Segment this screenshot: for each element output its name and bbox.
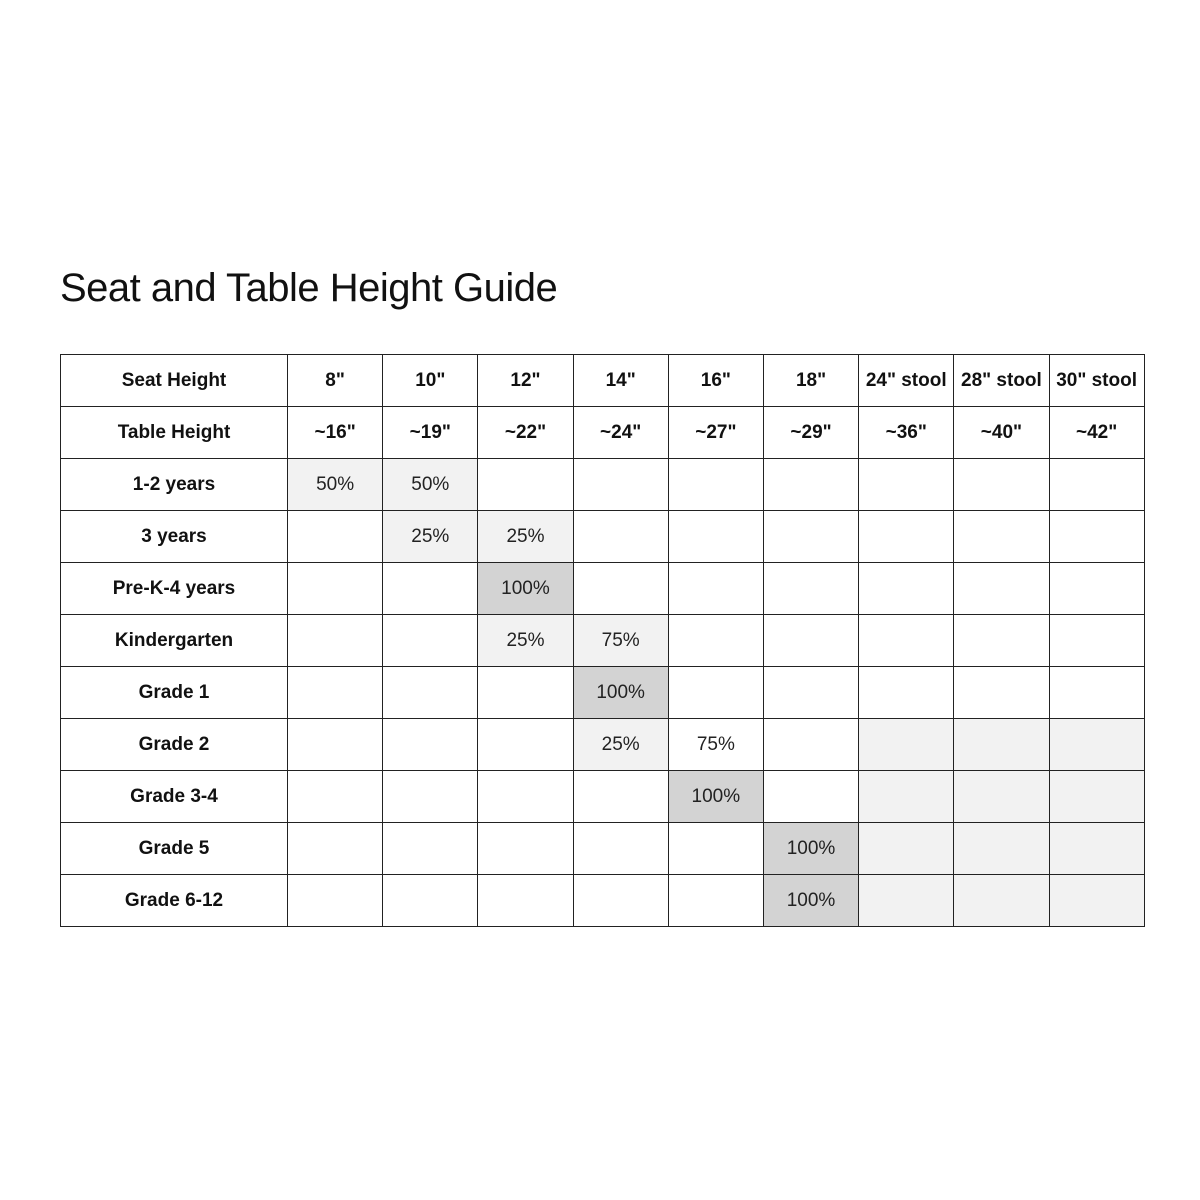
percentage-cell: 75%: [668, 719, 763, 771]
percentage-cell: [573, 823, 668, 875]
percentage-cell: [859, 719, 954, 771]
percentage-cell: [763, 667, 858, 719]
percentage-cell: [1049, 667, 1144, 719]
percentage-cell: [954, 823, 1049, 875]
percentage-cell: [859, 875, 954, 927]
percentage-cell: [383, 771, 478, 823]
percentage-cell: [573, 511, 668, 563]
percentage-cell: [763, 563, 858, 615]
percentage-cell: [288, 875, 383, 927]
percentage-cell: [763, 511, 858, 563]
seat-height-row: [61, 355, 1145, 407]
percentage-cell: 25%: [573, 719, 668, 771]
percentage-cell: [1049, 615, 1144, 667]
age-group-label: 1-2 years: [61, 459, 288, 511]
table-row: [61, 563, 1145, 615]
percentage-cell: [954, 875, 1049, 927]
percentage-cell: [763, 771, 858, 823]
seat-height-cell: 30" stool: [1049, 355, 1144, 407]
table-height-cell: ~24": [573, 407, 668, 459]
seat-height-cell: 16": [668, 355, 763, 407]
percentage-cell: [668, 875, 763, 927]
age-group-label: 3 years: [61, 511, 288, 563]
row-header-label: Seat Height: [61, 355, 288, 407]
seat-height-cell: 10": [383, 355, 478, 407]
percentage-cell: [859, 511, 954, 563]
percentage-cell: 100%: [763, 823, 858, 875]
percentage-cell: [859, 823, 954, 875]
percentage-cell: [1049, 875, 1144, 927]
percentage-cell: 25%: [383, 511, 478, 563]
percentage-cell: [383, 615, 478, 667]
table-row: [61, 511, 1145, 563]
percentage-cell: [668, 823, 763, 875]
table-row: [61, 875, 1145, 927]
age-group-label: Kindergarten: [61, 615, 288, 667]
table-height-cell: ~16": [288, 407, 383, 459]
percentage-cell: 25%: [478, 615, 573, 667]
age-group-label: Grade 2: [61, 719, 288, 771]
percentage-cell: [288, 771, 383, 823]
percentage-cell: [478, 667, 573, 719]
table-height-cell: ~29": [763, 407, 858, 459]
table-row: [61, 667, 1145, 719]
percentage-cell: [573, 459, 668, 511]
percentage-cell: 100%: [573, 667, 668, 719]
percentage-cell: [383, 875, 478, 927]
percentage-cell: [1049, 511, 1144, 563]
percentage-cell: [954, 615, 1049, 667]
percentage-cell: 50%: [383, 459, 478, 511]
table-row: [61, 459, 1145, 511]
seat-height-cell: 18": [763, 355, 858, 407]
percentage-cell: [859, 563, 954, 615]
table-row: [61, 771, 1145, 823]
percentage-cell: 25%: [478, 511, 573, 563]
percentage-cell: [954, 459, 1049, 511]
percentage-cell: [668, 511, 763, 563]
percentage-cell: [288, 511, 383, 563]
percentage-cell: [954, 511, 1049, 563]
table-row: [61, 823, 1145, 875]
percentage-cell: [1049, 563, 1144, 615]
seat-height-cell: 12": [478, 355, 573, 407]
percentage-cell: 50%: [288, 459, 383, 511]
table-height-cell: ~36": [859, 407, 954, 459]
table-height-cell: ~22": [478, 407, 573, 459]
percentage-cell: [573, 875, 668, 927]
percentage-cell: [763, 615, 858, 667]
height-guide-table: [60, 354, 1145, 927]
percentage-cell: [859, 771, 954, 823]
percentage-cell: [288, 719, 383, 771]
age-group-label: Grade 3-4: [61, 771, 288, 823]
percentage-cell: [383, 563, 478, 615]
percentage-cell: [383, 823, 478, 875]
table-row: [61, 719, 1145, 771]
percentage-cell: [954, 771, 1049, 823]
percentage-cell: [383, 719, 478, 771]
percentage-cell: [1049, 771, 1144, 823]
table-height-cell: ~27": [668, 407, 763, 459]
percentage-cell: 100%: [668, 771, 763, 823]
percentage-cell: [954, 667, 1049, 719]
table-height-row: [61, 407, 1145, 459]
percentage-cell: [383, 667, 478, 719]
page-title: Seat and Table Height Guide: [60, 266, 558, 310]
percentage-cell: [478, 875, 573, 927]
percentage-cell: [763, 719, 858, 771]
percentage-cell: [1049, 823, 1144, 875]
percentage-cell: [668, 563, 763, 615]
percentage-cell: [668, 615, 763, 667]
percentage-cell: [288, 563, 383, 615]
seat-height-cell: 28" stool: [954, 355, 1049, 407]
percentage-cell: [1049, 719, 1144, 771]
percentage-cell: [478, 771, 573, 823]
percentage-cell: [478, 459, 573, 511]
percentage-cell: [288, 615, 383, 667]
table-height-cell: ~19": [383, 407, 478, 459]
percentage-cell: [859, 459, 954, 511]
percentage-cell: [478, 719, 573, 771]
age-group-label: Pre-K-4 years: [61, 563, 288, 615]
percentage-cell: [763, 459, 858, 511]
percentage-cell: [478, 823, 573, 875]
table-height-cell: ~42": [1049, 407, 1144, 459]
percentage-cell: [668, 459, 763, 511]
percentage-cell: 100%: [478, 563, 573, 615]
age-group-label: Grade 6-12: [61, 875, 288, 927]
percentage-cell: [859, 667, 954, 719]
row-header-label: Table Height: [61, 407, 288, 459]
percentage-cell: [668, 667, 763, 719]
age-group-label: Grade 5: [61, 823, 288, 875]
table-height-cell: ~40": [954, 407, 1049, 459]
percentage-cell: [954, 563, 1049, 615]
percentage-cell: [573, 563, 668, 615]
percentage-cell: [954, 719, 1049, 771]
percentage-cell: 75%: [573, 615, 668, 667]
percentage-cell: [288, 823, 383, 875]
age-group-label: Grade 1: [61, 667, 288, 719]
percentage-cell: [1049, 459, 1144, 511]
percentage-cell: [288, 667, 383, 719]
percentage-cell: [859, 615, 954, 667]
seat-height-cell: 24" stool: [859, 355, 954, 407]
percentage-cell: [573, 771, 668, 823]
seat-height-cell: 8": [288, 355, 383, 407]
percentage-cell: 100%: [763, 875, 858, 927]
table-row: [61, 615, 1145, 667]
seat-height-cell: 14": [573, 355, 668, 407]
